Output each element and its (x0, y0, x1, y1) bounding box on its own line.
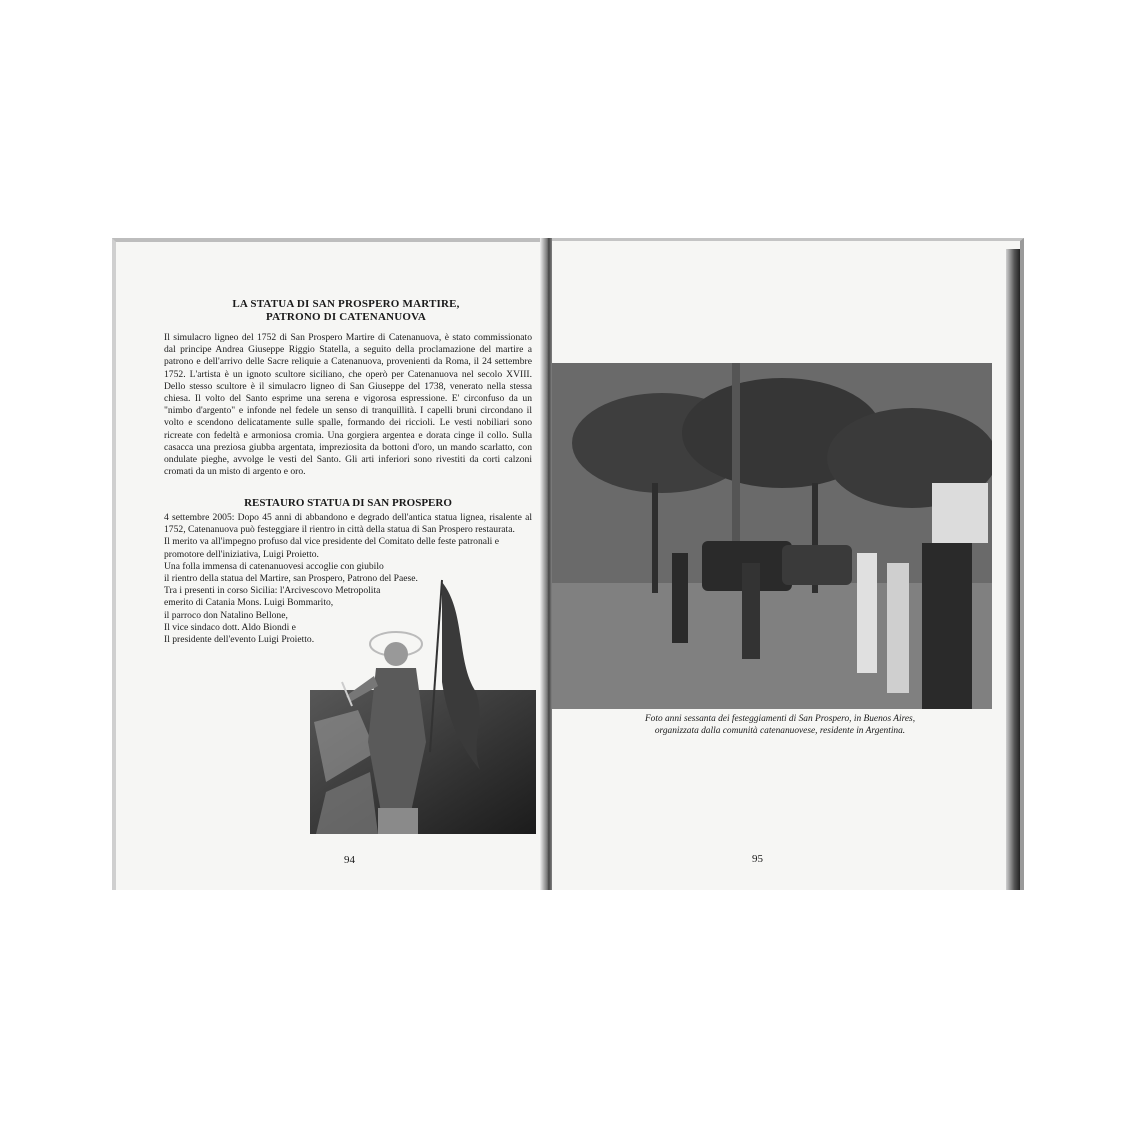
page-number: 95 (752, 853, 763, 865)
tree-trunk (652, 483, 658, 593)
left-page (112, 238, 544, 890)
page-edge (1006, 249, 1020, 890)
section-subtitle: RESTAURO STATUA DI SAN PROSPERO (244, 497, 452, 509)
photo-caption (580, 713, 980, 737)
restoration-line: il parroco don Natalino Bellone, (164, 609, 288, 621)
restoration-line: Il presidente dell'evento Luigi Proietto. (164, 634, 315, 646)
book-spread (112, 238, 1024, 890)
person (857, 553, 877, 673)
banner (932, 483, 988, 543)
person (887, 563, 909, 693)
statue-photo (266, 572, 536, 834)
restoration-line: emerito di Catania Mons. Luigi Bommarito, (164, 597, 334, 609)
title-line-2: PATRONO DI CATENANUOVA (265, 311, 427, 323)
person (742, 563, 760, 659)
history-text: Il simulacro ligneo del 1752 di San Prospero Martire di Catenanuova, è stato commissionato dal principe Andrea Giuseppe Riggio Statella, a seguito della proclamazione del martire a patrono e dell'arrivo delle Sacre reliquie a Catenanuova, provenienti da Roma, il 24 settembre 1752. L'artista è un ignoto scultore siciliano, che operò per Catenanuova nel secolo XVIII. Dello stesso scultore è il simulacro ligneo di San Giuseppe del 1738, venerato nella stessa chiesa. Il volto del Santo esprime una serena e vigorosa espressione. E' circonfuso da un "nimbo d'argento" e infonde nel fedele un senso di tranquillità. I capelli bruni circondano il volto e scendono delicatamente sulle spalle, formando dei riccioli. Le vesti nobiliari sono ricreate con fedeltà e armoniosa cromia. Una gorgiera argentea e dorata cinge il collo. Sulla casacca una preziosa giubba argentata, impreziosita da bottoni d'oro, un mando scarlatto, con ondulate pieghe, avvolge le vesti del Santo. Gli arti inferiori sono rivestiti da corti calzoni cromati da un misto di argento e oro. (164, 332, 532, 478)
title-line-1: LA STATUA DI SAN PROSPERO MARTIRE, (232, 298, 460, 310)
statue-head (384, 642, 408, 666)
right-page (552, 238, 1024, 890)
car (782, 545, 852, 585)
person (672, 553, 688, 643)
restoration-line: 4 settembre 2005: Dopo 45 anni di abbandono e degrado dell'antica statua lignea, risalente al 1752, Catenanuova può festeggiare il rientro in città della statua di San Prospero restaurata. (164, 512, 532, 536)
statue-base (378, 808, 418, 834)
restoration-line: Il merito va all'impegno profuso dal vice presidente del Comitato delle feste patronali e promotore dell'iniziativa, Luigi Proietto. (164, 536, 500, 560)
restoration-line: Il vice sindaco dott. Aldo Biondi e (164, 621, 296, 633)
restoration-line: Una folla immensa di catenanuovesi accoglie con giubilo (164, 560, 384, 572)
history-paragraph (164, 332, 532, 478)
page-number: 94 (344, 854, 355, 866)
caption-line-2: organizzata dalla comunità catenanuovese, residente in Argentina. (654, 726, 906, 736)
caption-line-1: Foto anni sessanta dei festeggiamenti di San Prospero, in Buenos Aires, (644, 714, 916, 724)
restoration-line: Tra i presenti in corso Sicilia: l'Arcivescovo Metropolita (164, 585, 381, 597)
crowd (922, 543, 972, 709)
utility-pole (732, 363, 740, 563)
page-title (156, 298, 536, 324)
restoration-line: il rientro della statua del Martire, san Prospero, Patrono del Paese. (164, 573, 418, 585)
parade-photo (552, 363, 992, 709)
